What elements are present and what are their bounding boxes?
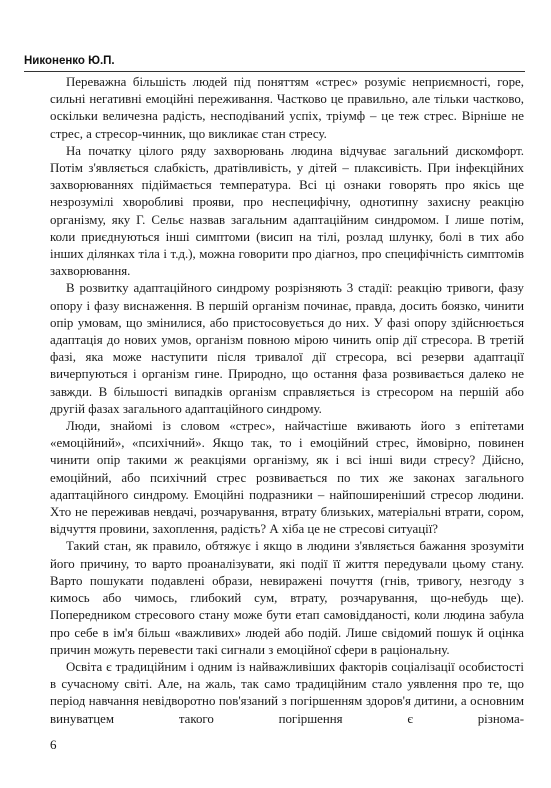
paragraph-6: Освіта є традиційним і одним із найважливіших факторів соціалізації особистості в сучасному світі. Але, на жаль, так само традиційним стало уявлення про те, що період навчання невідворотно пов'язаний з погіршенням здоров'я дитини, а основним винуватцем такого погіршення є різнома- — [50, 659, 524, 726]
paragraph-2: На початку цілого ряду захворювань людина відчуває загальний дискомфорт. Потім з'являється слабкість, дратівливість, у дітей – плаксивість. При інфекційних захворюваннях підіймається температура. Всі ці ознаки говорять про якісь ще незрозумілі хворобливі прояви, про неспецифічну, однотипну захисну реакцію організму, яку Г. Сельє назвав загальним адаптаційним синдромом. І лише потім, коли приєднуються інші симптоми (висип на тілі, розлад шлунку, болі в тих або інших ділянках тіла і т.д.), можна говорити про діагноз, про специфічність симптомів захворювання. — [50, 143, 524, 279]
document-body — [50, 74, 524, 728]
paragraph-3: В розвитку адаптаційного синдрому розрізняють 3 стадії: реакцію тривоги, фазу опору і фазу виснаження. В першій організм починає, правда, досить боязко, чинити опір умовам, що змінилися, або пристосовується до них. У фазі опору здійснюється адаптація до нових умов, організм повною мірою чинить опір дії стресора. В третій фазі, яка може наступити після тривалої дії стресора, всі резерви адаптації вичерпуються і організм гине. Природно, що остання фаза розвивається далеко не завжди. В більшості випадків організм справляється із стресором на першій або другій фазах загального адаптаційного синдрому. — [50, 281, 524, 416]
running-header-author: Никоненко Ю.П. — [24, 55, 115, 67]
paragraph-1: Переважна більшість людей під поняттям «стрес» розуміє неприємності, горе, сильні негативні емоційні переживання. Частково це правильно, але тільки частково, оскільки величезна радість, несподіваний успіх, тріумф – це теж стрес. Вірніше не стрес, а стресор-чинник, що викликає стан стресу. — [50, 75, 524, 141]
page-number: 6 — [50, 737, 57, 752]
paragraph-5: Такий стан, як правило, обтяжує і якщо в людини з'являється бажання зрозуміти його причину, то варто проаналізувати, які події її життя передували цьому стану. Варто пошукати подавлені образи, невиражені почуття (гнів, тривогу, незгоду з кимось або чимось, глибокий сум, втрату, розчарування, що-небудь ще). Попередником стресового стану може бути етап самовідданості, коли людина забула про себе в ім'я більш «важливих» людей або подій. Лише свідомий пошук й оцінка причин можуть перевести такі сигнали з емоційної сфери в раціональну. — [50, 539, 524, 657]
header-rule — [24, 71, 525, 72]
paragraph-4: Люди, знайомі із словом «стрес», найчастіше вживають його з епітетами «емоційний», «психічний». Якщо так, то і емоційний стрес, ймовірно, повинен чинити опір такими ж реакціями організму, як і всі інші види стресу? Дійсно, емоційний, або психічний стрес розвивається по тих же законах загального адаптаційного синдрому. Емоційні подразники – найпоширеніший стресор людини. Хто не переживав невдачі, розчарування, втрату близьких, матеріальні втрати, сором, відчуття провини, захоплення, радість? А хіба це не стресові ситуації? — [50, 419, 524, 537]
